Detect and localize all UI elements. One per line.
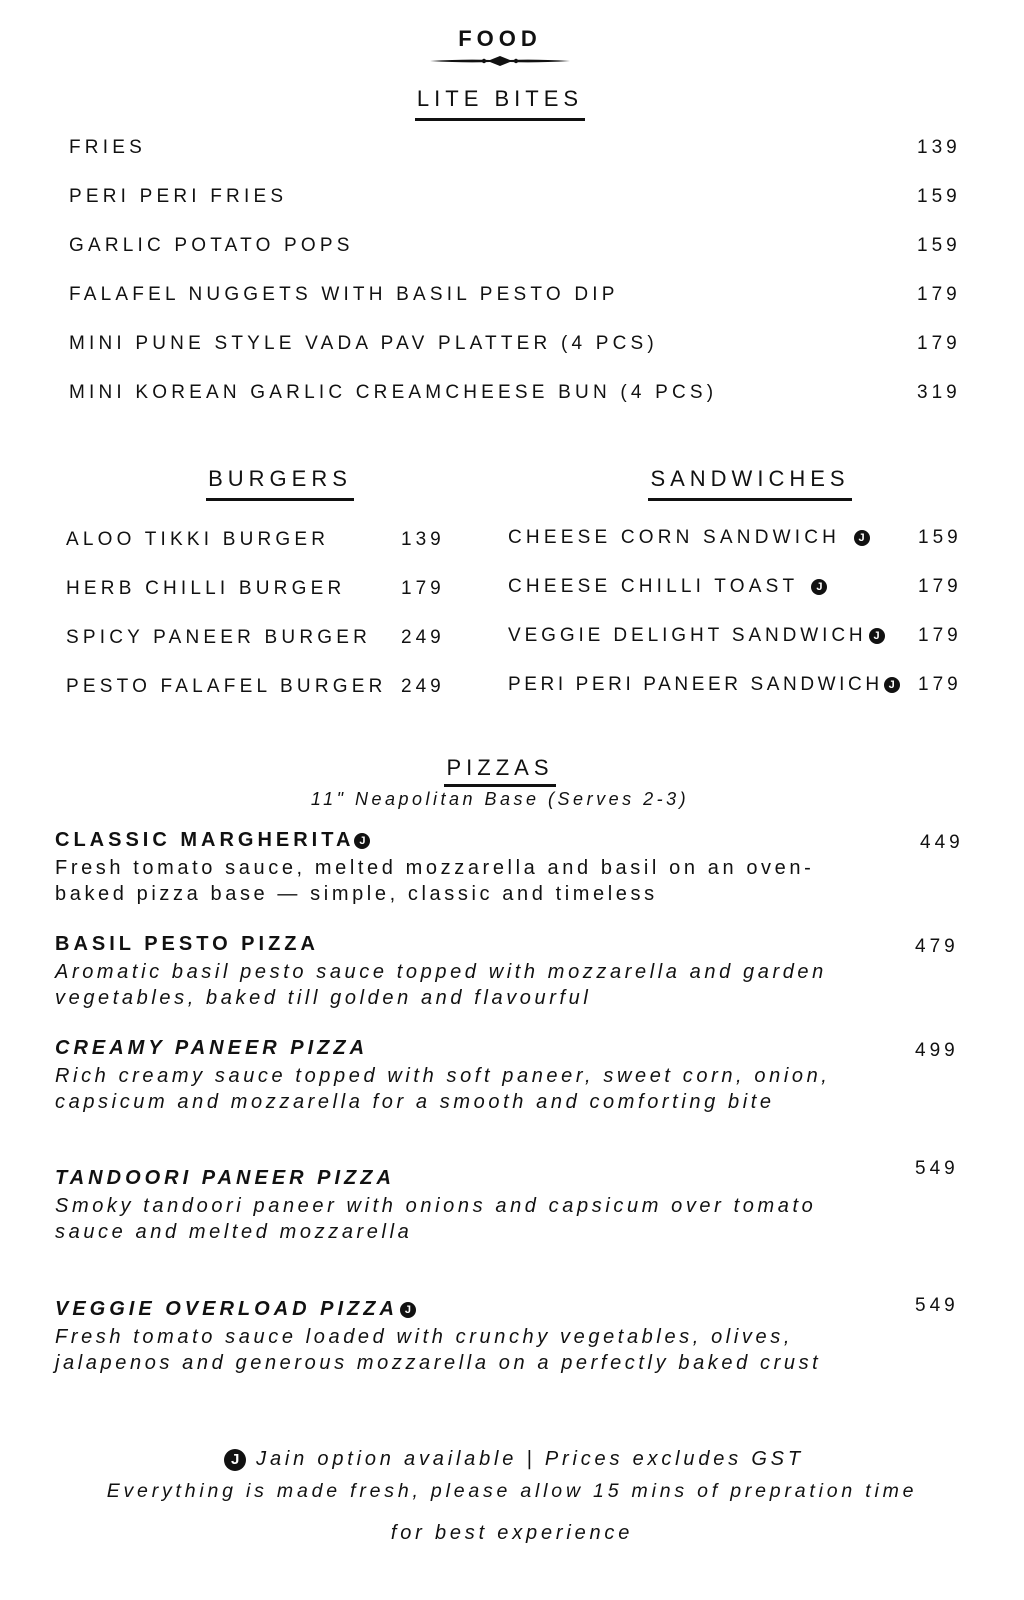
menu-item-price: 319	[917, 382, 961, 403]
jain-icon: J	[224, 1449, 246, 1471]
menu-item-row	[508, 674, 900, 696]
jain-icon: J	[884, 677, 900, 693]
pizza-price: 479	[915, 936, 959, 957]
menu-item-row	[508, 625, 885, 647]
menu-title: FOOD	[458, 26, 542, 51]
menu-item-price: 159	[917, 186, 961, 207]
pizza-name: BASIL PESTO PIZZA	[55, 933, 319, 955]
menu-item-name: FRIES	[69, 137, 146, 158]
menu-item-price: 179	[918, 576, 962, 597]
jain-icon: J	[869, 628, 885, 644]
pizza-price: 549	[915, 1295, 959, 1316]
menu-item-name: HERB CHILLI BURGER	[66, 578, 346, 599]
menu-item-name: PERI PERI FRIES	[69, 186, 288, 207]
menu-item-name: PESTO FALAFEL BURGER	[66, 676, 387, 697]
pizza-description: Rich creamy sauce topped with soft paneer, sweet corn, onion, capsicum and mozzarella for a smooth and comforting bite	[55, 1065, 831, 1113]
menu-item-name: PERI PERI PANEER SANDWICH	[508, 674, 883, 695]
menu-item-row	[508, 576, 827, 598]
menu-item-name: SPICY PANEER BURGER	[66, 627, 372, 648]
footer-line-3: for best experience	[390, 1522, 634, 1544]
pizza-price: 449	[920, 832, 964, 853]
footer-line-1: Jain option available | Prices excludes GST	[256, 1448, 804, 1470]
pizza-name-row	[55, 829, 370, 852]
menu-item-price: 179	[917, 333, 961, 354]
menu-item-name: MINI PUNE STYLE VADA PAV PLATTER (4 PCS)	[69, 333, 658, 354]
pizza-name-row	[55, 1298, 416, 1321]
pizza-description: Aromatic basil pesto sauce topped with mozzarella and garden vegetables, baked till golden and flavourful	[55, 961, 827, 1009]
lite-bites-heading: LITE BITES	[0, 86, 1000, 121]
jain-icon: J	[854, 530, 870, 546]
menu-item-name: ALOO TIKKI BURGER	[66, 529, 330, 550]
menu-item-name: GARLIC POTATO POPS	[69, 235, 354, 256]
pizza-description: Smoky tandoori paneer with onions and capsicum over tomato sauce and melted mozzarella	[55, 1195, 817, 1243]
menu-item-price: 249	[401, 627, 445, 648]
pizza-description: Fresh tomato sauce loaded with crunchy vegetables, olives, jalapenos and generous mozzarella on a perfectly baked crust	[55, 1326, 822, 1374]
menu-item-name: CHEESE CHILLI TOAST	[508, 576, 798, 597]
menu-item-row	[508, 527, 870, 549]
pizzas-subheading: 11" Neapolitan Base (Serves 2-3)	[310, 789, 690, 809]
menu-item-price: 139	[401, 529, 445, 550]
pizza-name: CREAMY PANEER PIZZA	[55, 1037, 369, 1059]
menu-item-name: CHEESE CORN SANDWICH	[508, 527, 841, 548]
pizza-name: TANDOORI PANEER PIZZA	[55, 1167, 395, 1189]
sandwiches-heading: SANDWICHES	[630, 466, 870, 501]
menu-item-name: VEGGIE DELIGHT SANDWICH	[508, 625, 867, 646]
pizza-name: CLASSIC MARGHERITA	[55, 829, 355, 851]
menu-item-name: FALAFEL NUGGETS WITH BASIL PESTO DIP	[69, 284, 619, 305]
burgers-heading: BURGERS	[160, 466, 400, 501]
menu-item-price: 159	[917, 235, 961, 256]
menu-item-price: 179	[918, 625, 962, 646]
jain-icon: J	[811, 579, 827, 595]
menu-item-price: 249	[401, 676, 445, 697]
footer-line-2: Everything is made fresh, please allow 15 mins of prepration time	[106, 1480, 918, 1502]
pizza-price: 549	[915, 1158, 959, 1179]
menu-item-price: 139	[917, 137, 961, 158]
pizza-description: Fresh tomato sauce, melted mozzarella and basil on an oven-baked pizza base — simple, classic and timeless	[55, 857, 815, 905]
pizza-price: 499	[915, 1040, 959, 1061]
footer-jain-note	[0, 1448, 1024, 1471]
ornament-divider	[430, 54, 570, 68]
pizza-name: VEGGIE OVERLOAD PIZZA	[55, 1298, 398, 1320]
menu-item-price: 159	[918, 527, 962, 548]
menu-item-price: 179	[401, 578, 445, 599]
menu-item-price: 179	[917, 284, 961, 305]
pizzas-heading: PIZZAS	[400, 755, 600, 787]
menu-item-price: 179	[918, 674, 962, 695]
jain-icon: J	[354, 833, 370, 849]
jain-icon: J	[400, 1302, 416, 1318]
menu-item-name: MINI KOREAN GARLIC CREAMCHEESE BUN (4 PCS)	[69, 382, 718, 403]
